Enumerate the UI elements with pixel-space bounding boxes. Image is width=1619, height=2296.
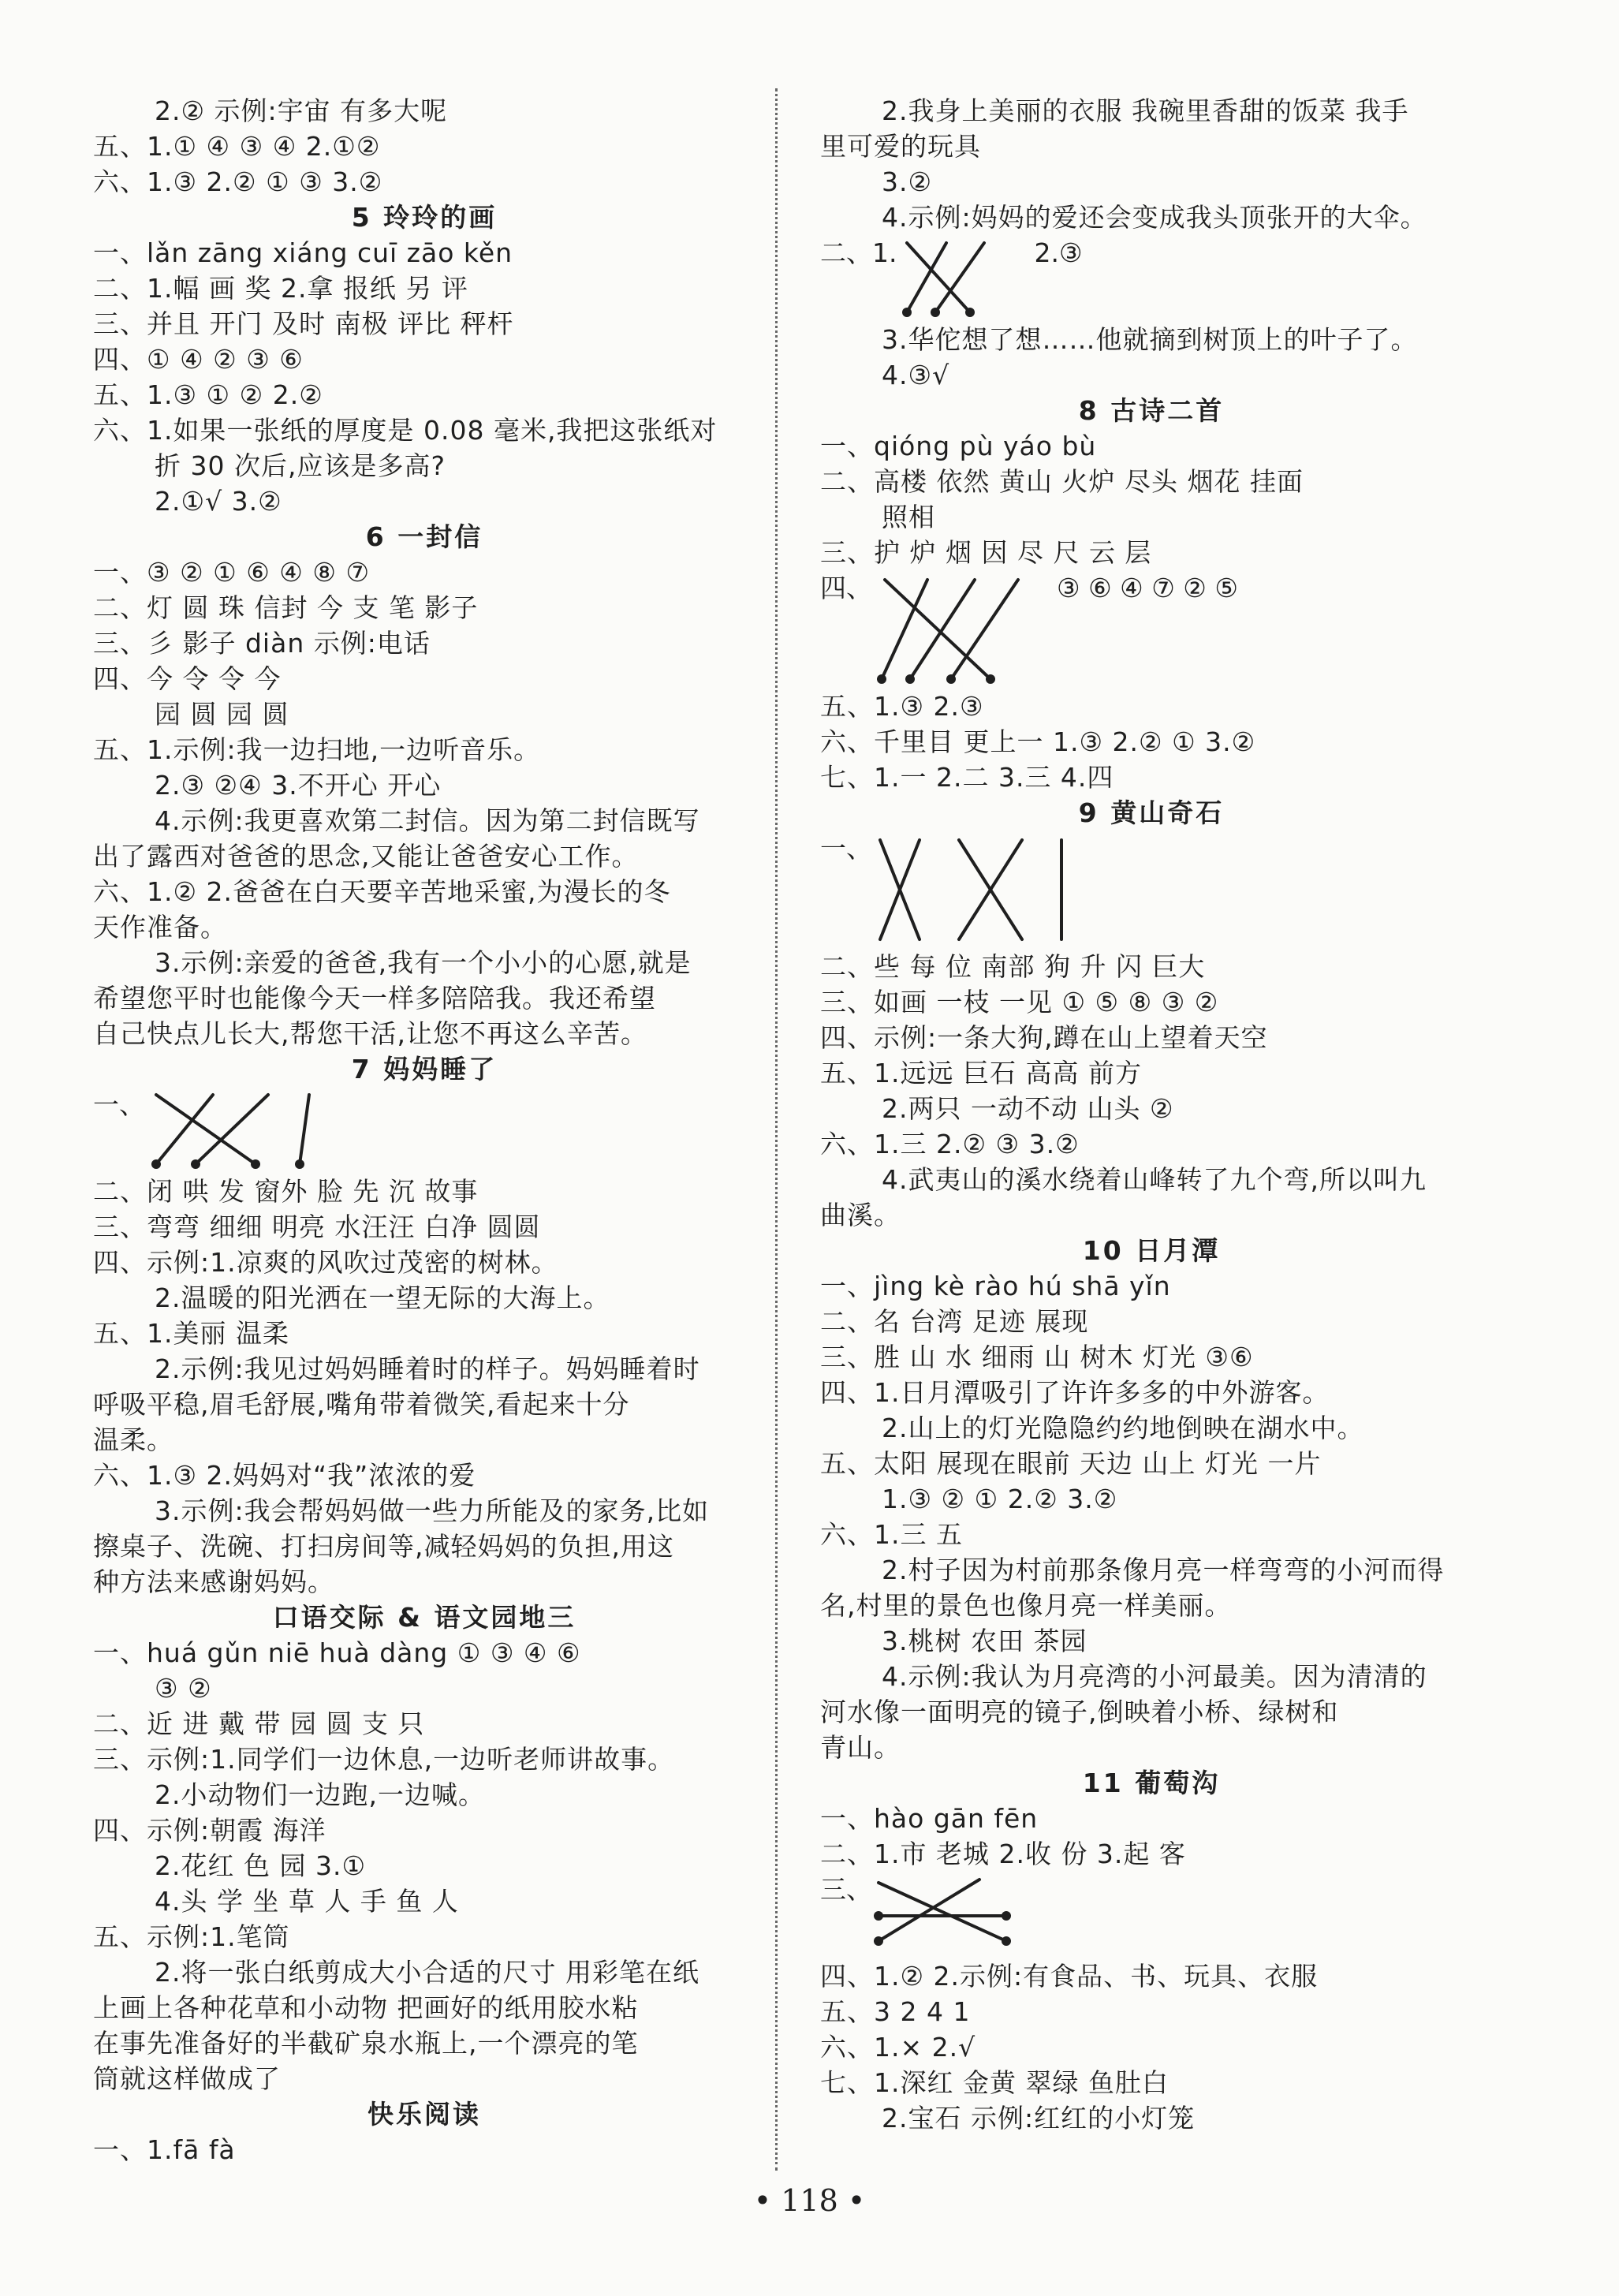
answer-line: 四、示例:朝霞 海洋 <box>93 1815 326 1846</box>
answer-line: 照相 <box>882 502 935 532</box>
match-dot <box>1002 1936 1011 1946</box>
answer-line: 出了露西对爸爸的思念,又能让爸爸安心工作。 <box>93 841 639 872</box>
match-dot <box>931 308 940 317</box>
matching-row <box>820 235 1483 322</box>
match-dot <box>965 308 975 317</box>
answer-label: 一、 <box>93 1089 145 1120</box>
answer-line: 一、jìng kè rào hú shā yǐn <box>820 1271 1171 1301</box>
section-title-reading: 快乐阅读 <box>367 2099 481 2130</box>
matching-line-1 <box>879 1883 1006 1941</box>
matching-row <box>820 570 1483 689</box>
matching-row <box>820 1872 1483 1958</box>
answer-line: 名,村里的景色也像月亮一样美丽。 <box>820 1590 1232 1621</box>
lesson-title-11: 11 葡萄沟 <box>1082 1768 1221 1798</box>
lesson-title-5: 5 玲玲的画 <box>351 202 498 233</box>
match-dot <box>946 674 956 684</box>
answer-line: 六、1.× 2.√ <box>820 2032 976 2063</box>
answer-line: 三、弯弯 细细 明亮 水汪汪 白净 圆圆 <box>93 1211 541 1242</box>
answer-line: 4.示例:我认为月亮湾的小河最美。因为清清的 <box>882 1661 1427 1692</box>
answer-line: 五、示例:1.笔筒 <box>93 1921 290 1952</box>
answer-line: 4.头 学 坐 草 人 手 鱼 人 <box>155 1886 459 1917</box>
answer-line: 2.①√ 3.② <box>155 486 282 517</box>
answer-line: 2.温暖的阳光洒在一望无际的大海上。 <box>155 1282 610 1313</box>
answer-line: 3.② <box>882 166 933 197</box>
answer-line: 二、闭 哄 发 窗外 脸 先 沉 故事 <box>93 1176 479 1207</box>
answer-line: 上画上各种花草和小动物 把画好的纸用胶水粘 <box>93 1992 639 2023</box>
answer-line: 四、今 令 令 今 <box>93 663 282 694</box>
match-dot <box>986 674 995 684</box>
answer-line: 六、1.三 2.② ③ 3.② <box>820 1129 1080 1159</box>
answer-line: 一、lǎn zāng xiáng cuī zāo kěn <box>93 237 513 268</box>
answer-line: 三、彡 影子 diàn 示例:电话 <box>93 628 431 659</box>
matching-line-4 <box>885 580 990 679</box>
lesson-title-10: 10 日月潭 <box>1082 1235 1221 1266</box>
answer-line: 五、1.示例:我一边扫地,一边听音乐。 <box>93 734 541 765</box>
answer-line: 六、1.③ 2.② ① ③ 3.② <box>93 166 383 197</box>
answer-line: 六、1.三 五 <box>820 1519 963 1550</box>
match-dot <box>251 1159 260 1169</box>
answer-line: 三、示例:1.同学们一边休息,一边听老师讲故事。 <box>93 1744 675 1775</box>
match-dot <box>1002 1911 1011 1921</box>
answer-line: 里可爱的玩具 <box>820 131 981 162</box>
match-dot <box>151 1159 161 1169</box>
answer-line: 七、1.深红 金黄 翠绿 鱼肚白 <box>820 2067 1169 2098</box>
answer-line: 一、③ ② ① ⑥ ④ ⑧ ⑦ <box>93 557 371 588</box>
answer-line: 三、胜 山 水 细雨 山 树木 灯光 ③⑥ <box>820 1342 1254 1372</box>
answer-line: 种方法来感谢妈妈。 <box>93 1566 334 1597</box>
match-dot <box>874 1911 883 1921</box>
answer-label: 二、1. <box>820 237 897 268</box>
column-divider <box>775 88 778 2171</box>
answer-line: 3.桃树 农田 茶园 <box>882 1626 1087 1656</box>
answer-line: 二、灯 圆 珠 信封 今 支 笔 影子 <box>93 592 479 623</box>
matching-row <box>93 1087 755 1174</box>
answer-text: 2.③ <box>1034 237 1083 268</box>
answer-line: 一、hào gān fēn <box>820 1803 1039 1834</box>
answer-line: 3.示例:亲爱的爸爸,我有一个小小的心愿,就是 <box>155 947 692 978</box>
answer-line: 四、1.日月潭吸引了许许多多的中外游客。 <box>820 1377 1330 1408</box>
answer-line: 在事先准备好的半截矿泉水瓶上,一个漂亮的笔 <box>93 2028 639 2059</box>
answer-line: 五、3 2 4 1 <box>820 1996 971 2027</box>
answer-line: 自己快点儿长大,帮您干活,让您不再这么辛苦。 <box>93 1018 647 1049</box>
answer-line: 2.小动物们一边跑,一边喊。 <box>155 1779 485 1810</box>
answer-line: 1.③ ② ① 2.② 3.② <box>882 1484 1118 1514</box>
matching-lines <box>897 235 1016 322</box>
match-dot <box>874 1936 883 1946</box>
answer-line: 五、1.远远 巨石 高高 前方 <box>820 1058 1142 1088</box>
answer-line: 三、并且 开门 及时 南极 评比 秤杆 <box>93 308 514 339</box>
answer-label: 一、 <box>820 833 872 864</box>
matching-lines <box>872 570 1038 689</box>
answer-line: 六、1.③ 2.妈妈对“我”浓浓的爱 <box>93 1460 476 1491</box>
answer-line: ③ ② <box>155 1673 212 1704</box>
match-dot <box>877 674 886 684</box>
answer-label: 三、 <box>820 1874 872 1905</box>
answer-text: ③ ⑥ ④ ⑦ ② ⑤ <box>1057 573 1238 603</box>
answer-line: 四、示例:一条大狗,蹲在山上望着天空 <box>820 1022 1268 1053</box>
answer-line: 折 30 次后,应该是多高? <box>155 450 446 481</box>
answer-line: 四、示例:1.凉爽的风吹过茂密的树林。 <box>93 1247 558 1278</box>
answer-line: 五、1.美丽 温柔 <box>93 1318 289 1349</box>
answer-line: 二、近 进 戴 带 园 圆 支 只 <box>93 1708 425 1739</box>
lesson-title-8: 8 古诗二首 <box>1078 395 1225 426</box>
answer-line: 2.将一张白纸剪成大小合适的尺寸 用彩笔在纸 <box>155 1957 699 1988</box>
answer-line: 二、1.幅 画 奖 2.拿 报纸 另 评 <box>93 273 468 304</box>
answer-line: 二、名 台湾 足迹 展现 <box>820 1306 1089 1337</box>
match-dot <box>905 674 915 684</box>
answer-line: 三、如画 一枝 一见 ① ⑤ ⑧ ③ ② <box>820 987 1219 1017</box>
answer-line: 3.示例:我会帮妈妈做一些力所能及的家务,比如 <box>155 1495 710 1526</box>
answer-line: 擦桌子、洗碗、打扫房间等,减轻妈妈的负担,用这 <box>93 1531 674 1562</box>
answer-line: 六、1.② 2.爸爸在白天要辛苦地采蜜,为漫长的冬 <box>93 876 671 907</box>
answer-label: 四、 <box>820 573 872 603</box>
answer-line: 2.我身上美丽的衣服 我碗里香甜的饭菜 我手 <box>882 95 1409 126</box>
answer-line: 一、qióng pù yáo bù <box>820 431 1097 461</box>
answer-line: 园 圆 园 圆 <box>155 699 289 730</box>
answer-line: 4.示例:我更喜欢第二封信。因为第二封信既写 <box>155 805 700 836</box>
answer-line: 2.宝石 示例:红红的小灯笼 <box>882 2103 1196 2134</box>
answer-line: 六、1.如果一张纸的厚度是 0.08 毫米,我把这张纸对 <box>93 415 718 446</box>
page-number: • 118 • <box>753 2183 866 2218</box>
answer-line: 四、1.② 2.示例:有食品、书、玩具、衣服 <box>820 1961 1319 1992</box>
match-dot <box>191 1159 200 1169</box>
answer-line: 4.③√ <box>882 360 950 390</box>
matching-lines <box>872 1872 1038 1958</box>
answer-line: 2.③ ②④ 3.不开心 开心 <box>155 770 442 801</box>
answer-line: 2.② 示例:宇宙 有多大呢 <box>155 95 448 126</box>
answer-line: 2.示例:我见过妈妈睡着时的样子。妈妈睡着时 <box>155 1353 700 1384</box>
matching-lines <box>872 831 1085 949</box>
answer-line: 希望您平时也能像今天一样多陪陪我。我还希望 <box>93 983 656 1014</box>
matching-line-3 <box>951 580 1018 679</box>
section-title-oral: 口语交际 & 语文园地三 <box>272 1602 576 1633</box>
lesson-title-7: 7 妈妈睡了 <box>351 1054 498 1085</box>
answer-line: 天作准备。 <box>93 912 227 943</box>
answer-line: 筒就这样做成了 <box>93 2063 281 2094</box>
answer-line: 4.示例:妈妈的爱还会变成我头顶张开的大伞。 <box>882 202 1427 233</box>
answer-line: 曲溪。 <box>820 1200 901 1230</box>
match-dot <box>902 308 912 317</box>
matching-line-4 <box>300 1095 309 1164</box>
answer-line: 温柔。 <box>93 1424 173 1455</box>
answer-line: 2.村子因为村前那条像月亮一样弯弯的小河而得 <box>882 1555 1445 1585</box>
answer-line: 3.华佗想了想……他就摘到树顶上的叶子了。 <box>882 324 1418 355</box>
right-column <box>820 93 1483 2136</box>
answer-line: 五、1.① ④ ③ ④ 2.①② <box>93 131 381 162</box>
answer-line: 二、1.市 老城 2.收 份 3.起 客 <box>820 1839 1186 1869</box>
answer-line: 一、1.fā fà <box>93 2134 236 2165</box>
answer-line: 4.武夷山的溪水绕着山峰转了九个弯,所以叫九 <box>882 1164 1427 1195</box>
answer-line: 二、高楼 依然 黄山 火炉 尽头 烟花 挂面 <box>820 466 1304 497</box>
answer-line: 六、千里目 更上一 1.③ 2.② ① 3.② <box>820 726 1256 757</box>
matching-lines <box>145 1087 350 1174</box>
answer-line: 五、1.③ ① ② 2.② <box>93 379 323 410</box>
match-dot <box>295 1159 304 1169</box>
answer-line: 五、1.③ 2.③ <box>820 691 984 722</box>
answer-line: 四、① ④ ② ③ ⑥ <box>93 344 304 375</box>
answer-line: 2.花红 色 园 3.① <box>155 1850 367 1881</box>
answer-line: 河水像一面明亮的镜子,倒映着小桥、绿树和 <box>820 1697 1339 1727</box>
lesson-title-9: 9 黄山奇石 <box>1078 797 1225 828</box>
answer-line: 五、太阳 展现在眼前 天边 山上 灯光 一片 <box>820 1448 1322 1479</box>
answer-line: 呼吸平稳,眉毛舒展,嘴角带着微笑,看起来十分 <box>93 1389 630 1420</box>
answer-line: 一、huá gǔn niē huà dàng ① ③ ④ ⑥ <box>93 1637 581 1668</box>
answer-line: 2.山上的灯光隐隐约约地倒映在湖水中。 <box>882 1413 1364 1443</box>
answer-line: 青山。 <box>820 1732 901 1763</box>
lesson-title-6: 6 一封信 <box>365 521 483 552</box>
answer-line: 2.两只 一动不动 山头 ② <box>882 1093 1174 1124</box>
answer-line: 三、护 炉 烟 因 尽 尺 云 层 <box>820 537 1152 568</box>
answer-line: 二、些 每 位 南部 狗 升 闪 巨大 <box>820 951 1206 982</box>
left-column <box>93 93 755 2167</box>
matching-row <box>820 831 1483 949</box>
answer-line: 七、1.一 2.二 3.三 4.四 <box>820 762 1114 793</box>
